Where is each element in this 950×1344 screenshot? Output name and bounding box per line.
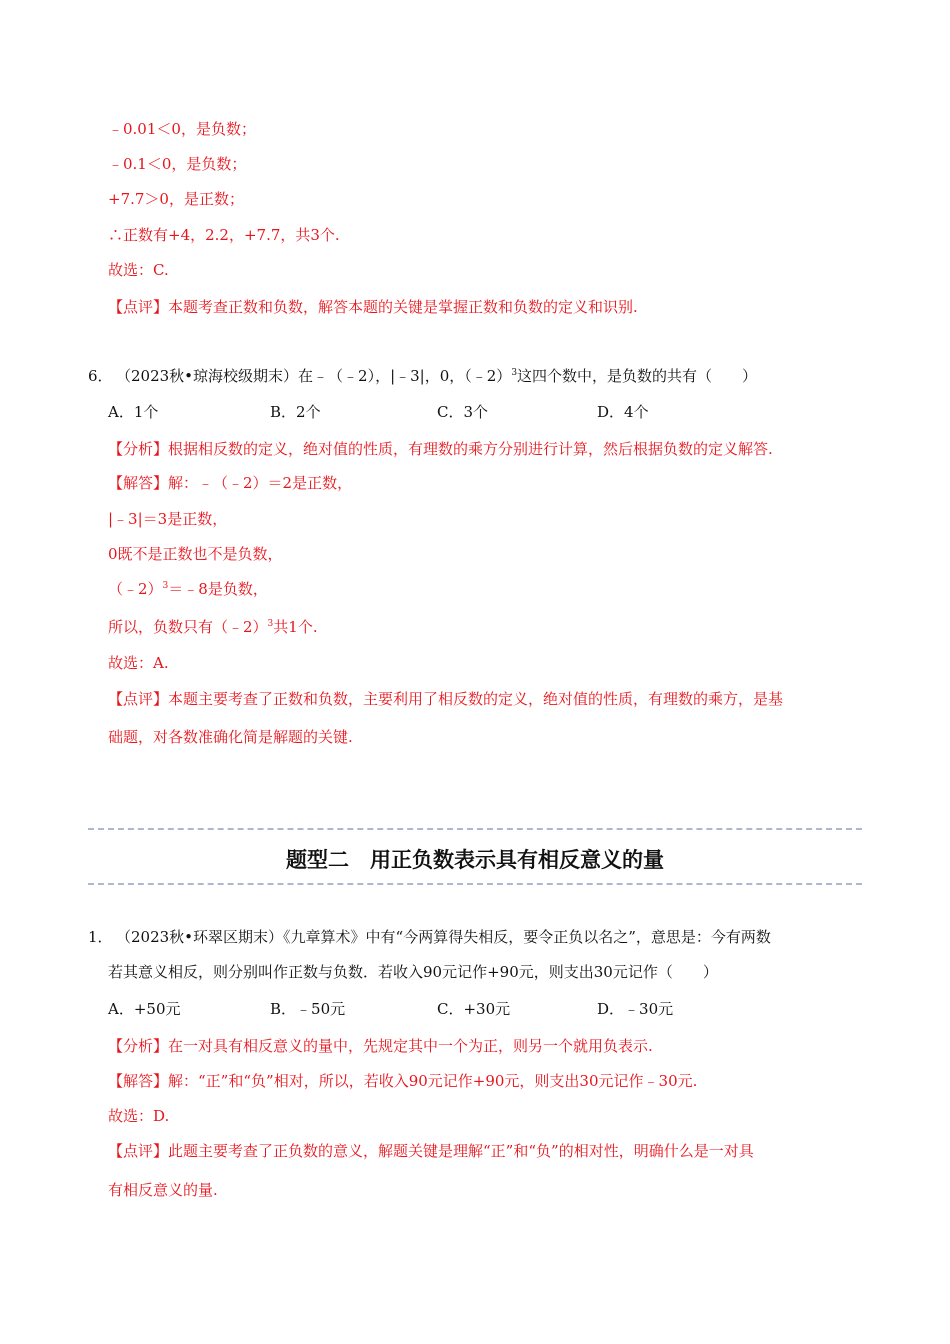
exponent: 3 [162, 581, 169, 591]
option-d: D．4个 [597, 403, 649, 421]
solution-line: |﹣3|＝3是正数， [108, 510, 228, 528]
choice-line: 故选：D. [108, 1107, 170, 1125]
comment-tag: 【点评】 [108, 690, 169, 708]
solution-line: ﹣0.01＜0，是负数； [108, 120, 256, 138]
solution-part: ＝﹣8是负数， [168, 580, 268, 598]
analysis-line [108, 439, 773, 459]
choice-line: 故选：A. [108, 654, 169, 672]
solution-line [108, 579, 268, 599]
comment-line [108, 1141, 754, 1161]
choice-line: 故选：C. [108, 261, 169, 279]
analysis-tag: 【分析】 [108, 440, 169, 458]
comment-line [108, 689, 783, 709]
solution-part: 所以，负数只有（﹣2） [108, 618, 268, 636]
analysis-text: 在一对具有相反意义的量中，先规定其中一个为正，则另一个就用负表示. [168, 1037, 653, 1055]
option-d: D．﹣30元 [597, 1000, 674, 1018]
stem-part: （2023秋•琼海校级期末）在﹣（﹣2），|﹣3|，0，（﹣2） [116, 367, 512, 385]
comment-line: 有相反意义的量. [108, 1181, 218, 1199]
exponent: 3 [511, 368, 518, 378]
solution-part: （﹣2） [108, 580, 163, 598]
comment-line: 础题，对各数准确化简是解题的关键. [108, 728, 353, 746]
comment-text: 本题主要考查了正数和负数，主要利用了相反数的定义，绝对值的性质，有理数的乘方，是基 [168, 690, 784, 708]
option-b: B．2个 [270, 403, 321, 421]
solution-line [108, 617, 318, 637]
question-number: 1． [88, 928, 113, 946]
section-divider-bottom [88, 883, 862, 885]
stem-part: 这四个数中，是负数的共有（ ） [517, 367, 758, 385]
analysis-line [108, 1036, 653, 1056]
section-title: 题型二 用正负数表示具有相反意义的量 [286, 848, 664, 872]
solution-line: ∴正数有+4，2.2，+7.7，共3个. [108, 226, 340, 244]
option-a: A．1个 [108, 403, 159, 421]
comment-tag: 【点评】 [108, 1142, 169, 1160]
question-stem [116, 366, 757, 386]
solution-line: 0既不是正数也不是负数， [108, 545, 283, 563]
comment-tag: 【点评】 [108, 298, 169, 316]
answer-text: 解：﹣（﹣2）＝2是正数， [168, 474, 353, 492]
exponent: 3 [267, 619, 274, 629]
analysis-tag: 【分析】 [108, 1037, 169, 1055]
comment-text: 此题主要考查了正负数的意义，解题关键是理解“正”和“负”的相对性，明确什么是一对具 [168, 1142, 754, 1160]
answer-text: 解：“正”和“负”相对，所以，若收入90元记作+90元，则支出30元记作﹣30元. [168, 1072, 698, 1090]
option-b: B．﹣50元 [270, 1000, 346, 1018]
solution-part: 共1个. [273, 618, 318, 636]
solution-line: +7.7＞0，是正数； [108, 190, 244, 208]
question-stem: 若其意义相反，则分别叫作正数与负数．若收入90元记作+90元，则支出30元记作（ ） [108, 963, 718, 981]
analysis-text: 根据相反数的定义，绝对值的性质，有理数的乘方分别进行计算，然后根据负数的定义解答. [168, 440, 773, 458]
comment-text: 本题考查正数和负数，解答本题的关键是掌握正数和负数的定义和识别. [168, 298, 638, 316]
answer-line [108, 473, 352, 493]
comment-line [108, 297, 638, 317]
answer-line [108, 1071, 697, 1091]
section-divider-top [88, 828, 862, 830]
answer-tag: 【解答】 [108, 474, 169, 492]
solution-line: ﹣0.1＜0，是负数； [108, 155, 247, 173]
option-c: C．3个 [437, 403, 489, 421]
question-stem: （2023秋•环翠区期末）《九章算术》中有“今两算得失相反，要令正负以名之”，意思是：今有两数 [116, 928, 771, 946]
question-number: 6． [88, 367, 113, 385]
answer-tag: 【解答】 [108, 1072, 169, 1090]
option-a: A．+50元 [108, 1000, 181, 1018]
option-c: C．+30元 [437, 1000, 511, 1018]
